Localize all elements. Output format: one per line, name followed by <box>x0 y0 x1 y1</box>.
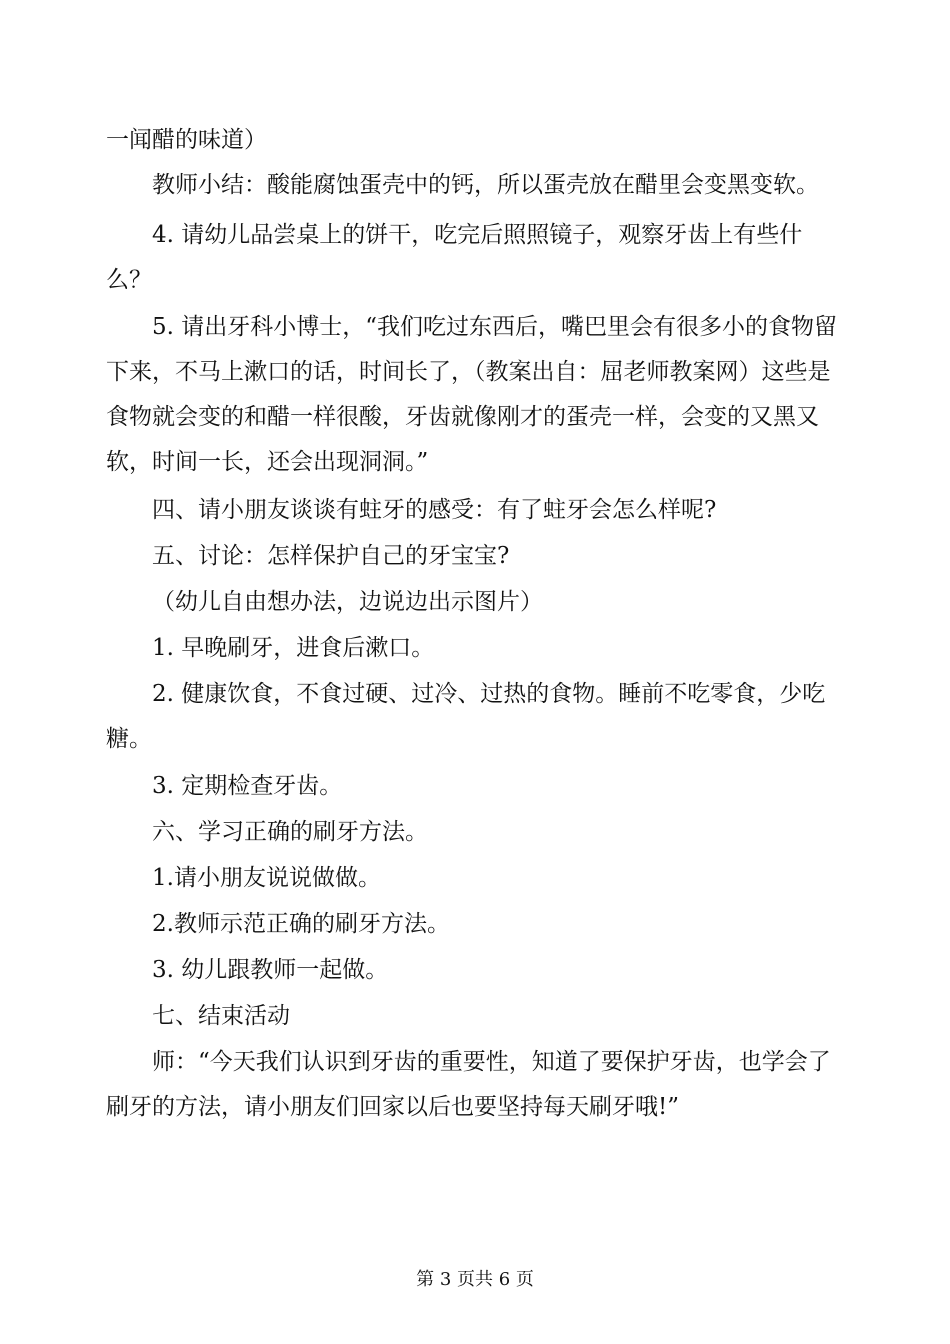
paragraph-step-4: 4. 请幼儿品尝桌上的饼干，吃完后照照镜子，观察牙齿上有些什么？ <box>106 222 803 293</box>
paragraph-section-5: 五、讨论：怎样保护自己的牙宝宝? <box>152 543 510 569</box>
paragraph-item-2: 2. 健康饮食，不食过硬、过冷、过热的食物。睡前不吃零食，少吃糖。 <box>106 681 826 752</box>
paragraph-brush-step-1: 1.请小朋友说说做做。 <box>152 865 381 891</box>
paragraph-section-4: 四、请小朋友谈谈有蛀牙的感受：有了蛀牙会怎么样呢? <box>152 497 717 523</box>
paragraph-teacher-summary: 教师小结：酸能腐蚀蛋壳中的钙，所以蛋壳放在醋里会变黑变软。 <box>152 172 819 198</box>
paragraph-brush-step-3: 3. 幼儿跟教师一起做。 <box>152 957 389 983</box>
paragraph-step-5: 5. 请出牙科小博士，“我们吃过东西后，嘴巴里会有很多小的食物留下来，不马上漱口的话，时间长了，（教案出自：屈老师教案网）这些是食物就会变的和醋一样很酸，牙齿就像刚才的蛋壳一样，会变的又黑又软，时间一长，还会出现洞洞。” <box>106 314 838 475</box>
paragraph-note: （幼儿自由想办法，边说边出示图片） <box>152 589 543 615</box>
paragraph-closing-remark: 师：“今天我们认识到牙齿的重要性，知道了要保护牙齿，也学会了刷牙的方法，请小朋友们回家以后也要坚持每天刷牙哦!” <box>106 1049 831 1120</box>
paragraph-brush-step-2: 2.教师示范正确的刷牙方法。 <box>152 911 450 937</box>
paragraph-continuation: 一闻醋的味道） <box>106 127 267 153</box>
paragraph-item-3: 3. 定期检查牙齿。 <box>152 773 343 799</box>
page-footer: 第 3 页共 6 页 <box>416 1269 534 1290</box>
paragraph-section-6: 六、学习正确的刷牙方法。 <box>152 819 428 845</box>
paragraph-section-7: 七、结束活动 <box>152 1003 290 1029</box>
paragraph-item-1: 1. 早晚刷牙，进食后漱口。 <box>152 635 435 661</box>
